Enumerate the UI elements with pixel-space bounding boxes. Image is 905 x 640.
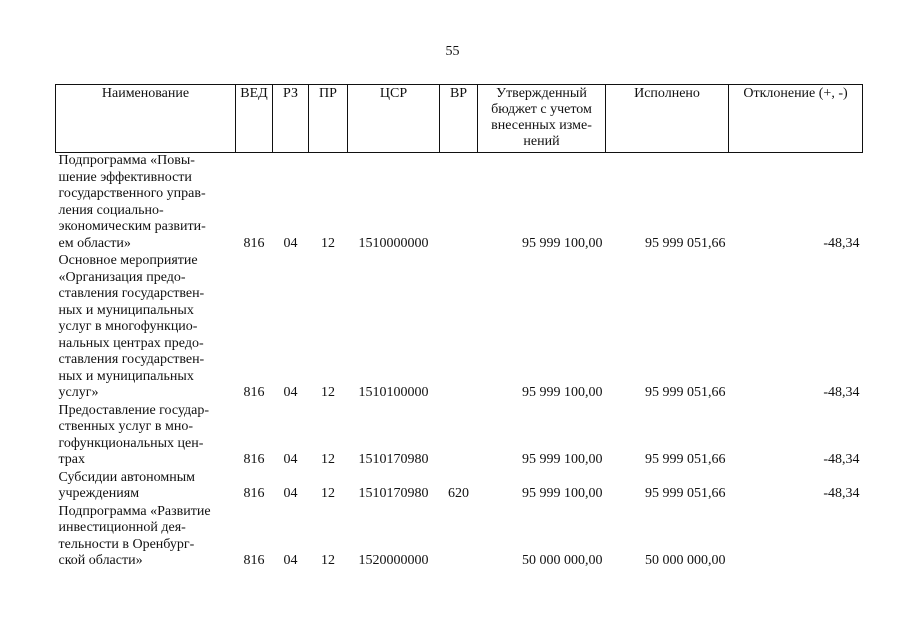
- row-ved: 816: [243, 486, 265, 501]
- row-ved: 816: [243, 452, 265, 467]
- row-budget: 95 999 100,00: [522, 235, 603, 251]
- header-ved: ВЕД: [236, 85, 273, 153]
- table-row: [56, 153, 863, 254]
- header-name: Наименование: [56, 85, 236, 153]
- row-name: Субсидии автономным учреждениям: [58, 469, 195, 501]
- row-executed: 95 999 051,66: [645, 486, 726, 501]
- row-ved: 816: [243, 235, 265, 251]
- row-csr: 1510000000: [358, 235, 429, 251]
- row-pr: 12: [321, 486, 335, 501]
- row-pr: 12: [321, 385, 335, 400]
- row-rz: 04: [283, 553, 298, 568]
- row-csr: 1520000000: [358, 553, 429, 568]
- row-vr: [440, 504, 478, 571]
- header-executed: Исполнено: [606, 85, 729, 153]
- header-vr: ВР: [440, 85, 478, 153]
- row-deviation: -48,34: [823, 452, 860, 467]
- row-budget: 50 000 000,00: [522, 553, 603, 568]
- row-name: Подпрограмма «Повы- шение эффективности государственного управ- ления социально- экономическим развити- ем области»: [58, 153, 206, 251]
- row-name: Подпрограмма «Развитие инвестиционной дея- тельности в Оренбург- ской области»: [58, 503, 211, 568]
- row-vr: 620: [448, 486, 469, 501]
- budget-table: [55, 84, 863, 571]
- row-budget: 95 999 100,00: [522, 486, 603, 501]
- row-pr: 12: [321, 235, 335, 251]
- table-row: [56, 403, 863, 470]
- row-deviation: -48,34: [823, 385, 860, 400]
- header-pr: ПР: [309, 85, 348, 153]
- table-row: [56, 504, 863, 571]
- header-rz: РЗ: [273, 85, 309, 153]
- table-row: [56, 253, 863, 403]
- row-executed: 95 999 051,66: [645, 452, 726, 467]
- row-ved: 816: [243, 385, 265, 400]
- row-name: Основное мероприятие «Организация предо- ставления государствен- ных и муниципальных услуг в многофункцио- нальных центрах предо- ставления государствен- ных и муниципальных услуг»: [58, 253, 205, 400]
- header-budget: Утвержденный бюджет с учетом внесенных изме-нений: [478, 85, 606, 153]
- row-deviation: -48,34: [823, 235, 860, 251]
- row-executed: 50 000 000,00: [645, 553, 726, 568]
- row-vr: [440, 153, 478, 254]
- row-csr: 1510170980: [358, 452, 429, 467]
- row-budget: 95 999 100,00: [522, 385, 603, 400]
- page-number: 55: [445, 44, 460, 59]
- row-ved: 816: [243, 553, 265, 568]
- row-vr: [440, 403, 478, 470]
- row-vr: [440, 253, 478, 403]
- header-deviation: Отклонение (+, -): [729, 85, 863, 153]
- row-deviation: [729, 504, 863, 571]
- row-pr: 12: [321, 553, 335, 568]
- row-csr: 1510100000: [358, 385, 429, 400]
- row-rz: 04: [283, 385, 298, 400]
- row-deviation: -48,34: [823, 486, 860, 501]
- row-rz: 04: [283, 235, 298, 251]
- table-header-row: [56, 85, 863, 153]
- row-executed: 95 999 051,66: [645, 385, 726, 400]
- row-pr: 12: [321, 452, 335, 467]
- row-rz: 04: [283, 486, 298, 501]
- header-csr: ЦСР: [348, 85, 440, 153]
- row-rz: 04: [283, 452, 298, 467]
- row-budget: 95 999 100,00: [522, 452, 603, 467]
- table-row: [56, 470, 863, 504]
- row-csr: 1510170980: [358, 486, 429, 501]
- row-executed: 95 999 051,66: [645, 235, 726, 251]
- row-name: Предоставление государ- ственных услуг в мно- гофункциональных цен- трах: [58, 402, 210, 467]
